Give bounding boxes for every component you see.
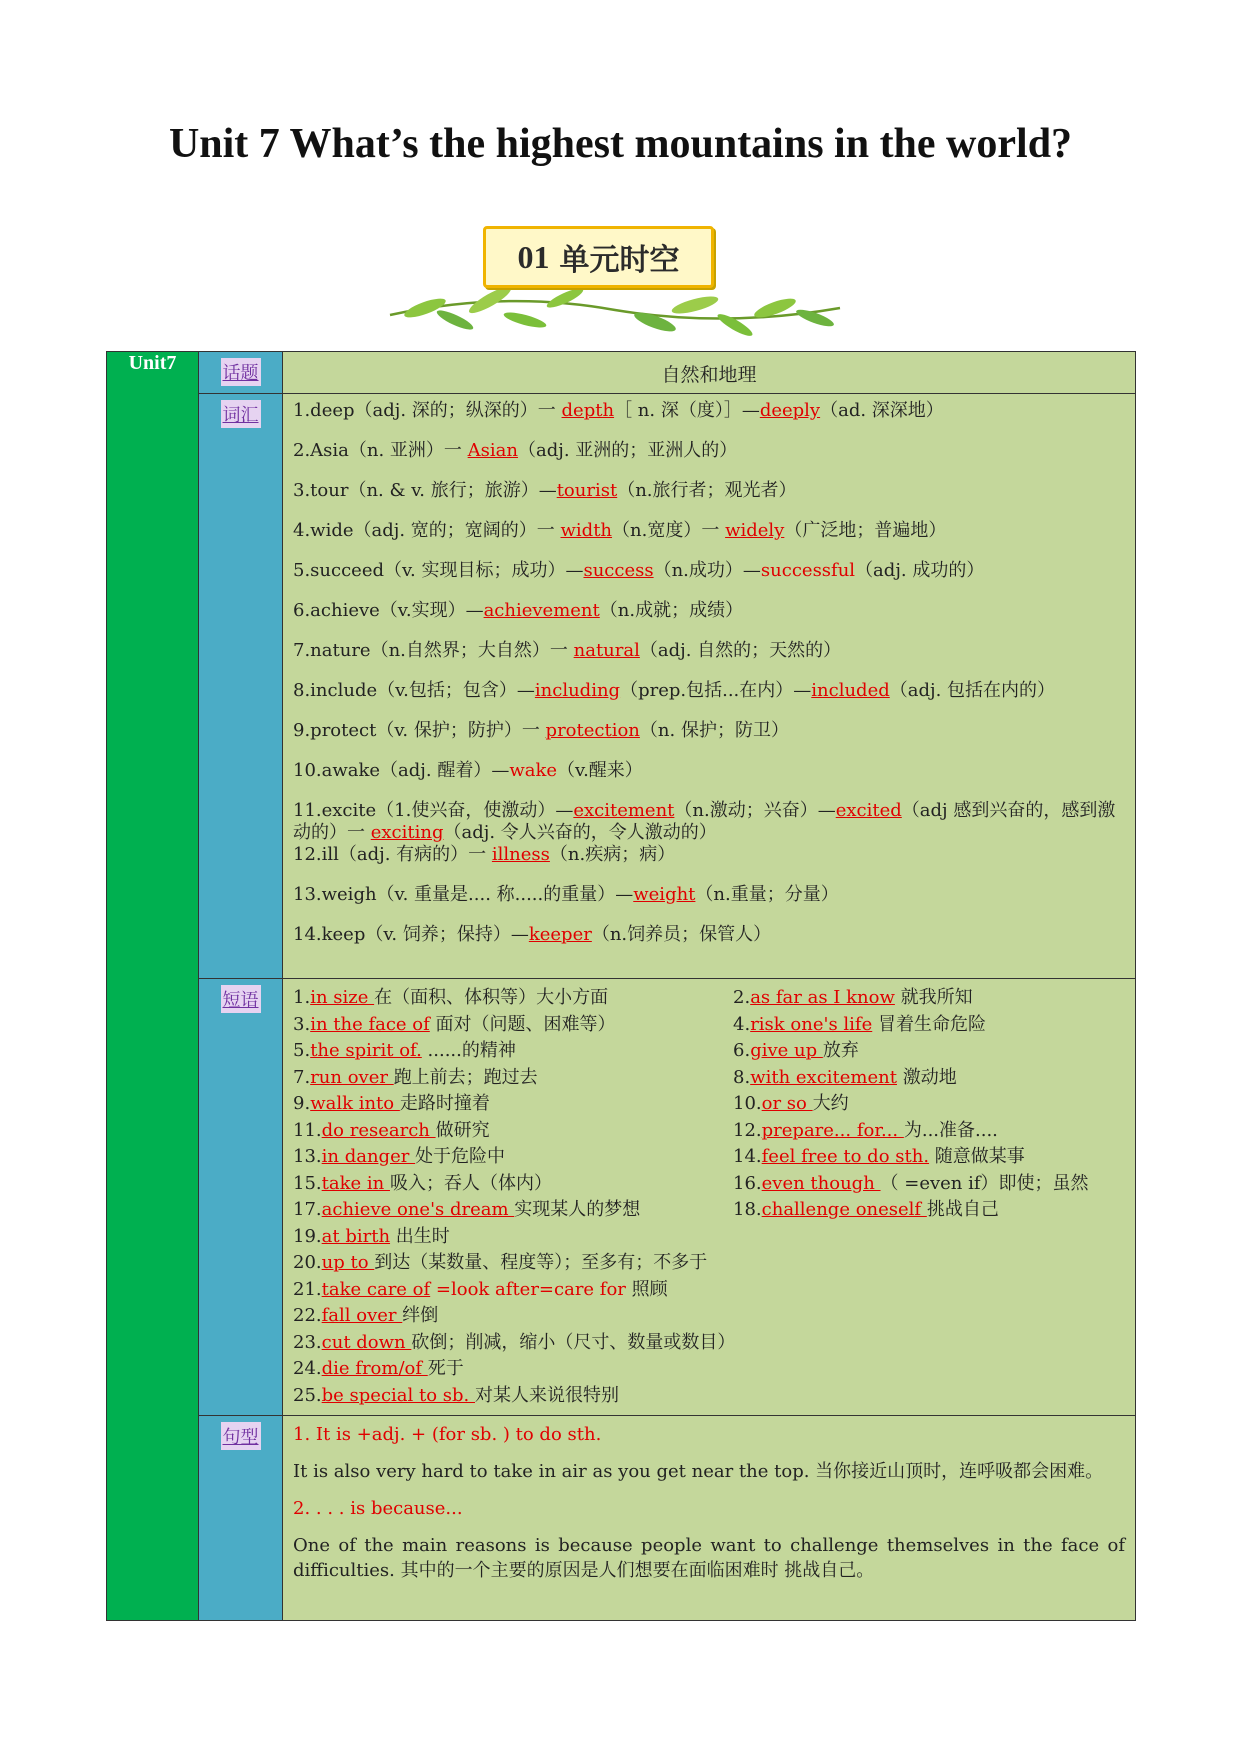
answer-word: die from/of [321, 1358, 428, 1379]
phrase-row [293, 1065, 1125, 1092]
text-segment: 砍倒；削减，缩小（尺寸、数量或数目） [411, 1331, 736, 1353]
phrase-row [293, 1144, 1125, 1171]
text-segment: （n.重量；分量） [695, 884, 839, 905]
answer-word: excitement [573, 800, 675, 821]
section-banner [385, 222, 845, 332]
answer-word: give up [750, 1040, 823, 1061]
vocab-item [293, 924, 1125, 964]
text-segment: 3.tour（n. & v. 旅行；旅游）— [293, 480, 557, 501]
phrase-row [293, 1383, 1125, 1410]
answer-word: in the face of [310, 1013, 430, 1035]
answer-word: Asian [467, 440, 518, 461]
text-segment: （adj. 亚洲的；亚洲人的） [517, 440, 738, 461]
text-segment: 11.excite（1.使兴奋，使激动）— [293, 800, 574, 821]
vocab-item [293, 844, 1125, 884]
answer-word: run over [310, 1066, 394, 1088]
text-segment: 10.awake（adj. 醒着）— [293, 760, 510, 781]
text-segment: （n.旅行者；观光者） [617, 480, 797, 501]
text-segment: 4.wide（adj. 宽的；宽阔的）一 [293, 520, 561, 541]
phrase-row [293, 1171, 1125, 1198]
page-title: Unit 7 What’s the highest mountains in the world? [168, 121, 1073, 167]
text-segment: 24. [293, 1358, 322, 1379]
answer-word: =look after=care for [430, 1278, 626, 1300]
text-segment: ［ n. 深（度）］— [614, 400, 760, 421]
phrases-content [283, 979, 1136, 1416]
text-segment: 挑战自己 [926, 1199, 999, 1220]
text-segment: 14. [733, 1146, 762, 1167]
category-sentences [199, 1416, 283, 1621]
phrase-row [293, 1277, 1125, 1304]
text-segment: 绊倒 [402, 1305, 439, 1326]
answer-word: take care of [321, 1278, 431, 1300]
answer-word: tourist [556, 480, 618, 501]
answer-word: deeply [759, 400, 821, 421]
answer-word: as far as I know [750, 987, 895, 1008]
phrase-item [733, 1171, 1125, 1198]
answer-word: the spirit of. [310, 1040, 422, 1061]
answer-word: walk into [310, 1093, 400, 1114]
answer-word: take in [321, 1172, 390, 1194]
category-phrases [199, 979, 283, 1416]
text-segment: 8.include（v.包括；包含）— [293, 680, 535, 701]
text-segment: （n.成就；成绩） [599, 600, 744, 621]
text-segment: 在（面积、体积等）大小方面 [374, 987, 609, 1008]
phrase-row [293, 1303, 1125, 1330]
text-segment: 出生时 [390, 1225, 450, 1247]
text-segment: 随意做某事 [929, 1146, 1025, 1167]
phrase-item [293, 1330, 736, 1357]
sentence-example-1: It is also very hard to take in air as you get near the top. 当你接近山顶时，连呼吸都会困难。 [293, 1461, 1104, 1482]
vocab-item-text [293, 924, 1125, 946]
vocab-item-text [293, 480, 1125, 502]
text-segment: 走路时撞着 [399, 1093, 490, 1114]
vocab-item-text [293, 760, 1125, 782]
text-segment: 5.succeed（v. 实现目标；成功）— [293, 560, 584, 581]
vocab-item-text [293, 640, 1125, 662]
phrase-item [733, 1065, 1125, 1092]
banner-box [483, 226, 714, 288]
text-segment: 到达（某数量、程度等）；至多有；不多于 [374, 1252, 708, 1273]
answer-word: success [583, 560, 654, 581]
answer-word: exciting [370, 822, 444, 843]
text-segment: 18. [733, 1199, 762, 1220]
text-segment: 放弃 [822, 1040, 859, 1061]
text-segment: 2. [733, 987, 751, 1008]
phrase-row [293, 1224, 1125, 1251]
text-segment: （n.激动；兴奋）— [674, 800, 836, 821]
topic-value: 自然和地理 [661, 364, 757, 386]
vocab-item [293, 884, 1125, 924]
vocab-item-text [293, 680, 1125, 702]
answer-word: depth [561, 400, 615, 421]
vocab-item [293, 760, 1125, 800]
sentences-label: 句型 [221, 1422, 261, 1450]
text-segment: 3. [293, 1013, 311, 1035]
phrase-item [293, 1091, 733, 1118]
text-segment: 9. [293, 1093, 311, 1114]
text-segment: 5. [293, 1040, 311, 1061]
vocab-item-text [293, 520, 1125, 542]
phrase-row [293, 1356, 1125, 1383]
text-segment: （n.宽度）一 [612, 520, 726, 541]
answer-word: challenge oneself [761, 1199, 927, 1220]
text-segment: （n.疾病；病） [549, 844, 676, 865]
phrase-row [293, 1330, 1125, 1357]
phrase-item [733, 1197, 1125, 1224]
text-segment: 4. [733, 1013, 751, 1035]
phrase-item [293, 1171, 733, 1198]
text-segment: 15. [293, 1172, 322, 1194]
text-segment: 对某人来说很特别 [475, 1384, 619, 1406]
banner-number: 01 [517, 238, 550, 275]
text-segment: 11. [293, 1119, 322, 1141]
text-segment: （adj. 令人兴奋的，令人激动的） [443, 822, 717, 843]
answer-word: included [811, 680, 890, 701]
vocab-item [293, 600, 1125, 640]
text-segment: 17. [293, 1199, 322, 1220]
answer-word: width [560, 520, 613, 541]
vocab-item-text [293, 800, 1125, 844]
text-segment: 13. [293, 1146, 322, 1167]
topic-label: 话题 [221, 358, 261, 386]
answer-word: widely [725, 520, 785, 541]
text-segment: 22. [293, 1305, 322, 1326]
unit-label: Unit7 [128, 352, 177, 374]
answer-word: excited [835, 800, 902, 821]
text-segment: 1.deep（adj. 深的；纵深的）一 [293, 400, 562, 421]
answer-word: even though [761, 1172, 881, 1194]
text-segment: 10. [733, 1093, 762, 1114]
text-segment: （adj. 成功的） [855, 560, 985, 581]
vocab-item [293, 520, 1125, 560]
phrase-item [733, 1038, 1125, 1065]
phrase-item [293, 1144, 733, 1171]
vocab-item [293, 560, 1125, 600]
phrase-item [293, 1356, 733, 1383]
vocab-item-text [293, 400, 1125, 422]
text-segment: ......的精神 [421, 1040, 516, 1061]
vocab-item-text [293, 884, 1125, 906]
answer-word: illness [491, 844, 550, 865]
sentence-pattern-1: 1. It is +adj. + (for sb. ) to do sth. [293, 1424, 602, 1445]
text-segment: （n.成功）— [653, 560, 761, 581]
answer-word: in size [310, 987, 375, 1008]
vocab-item [293, 720, 1125, 760]
phrase-item [293, 1383, 733, 1410]
answer-word: in danger [321, 1146, 416, 1167]
answer-word: at birth [321, 1225, 391, 1247]
text-segment: 6.achieve（v.实现）— [293, 600, 484, 621]
answer-word: with excitement [750, 1066, 897, 1088]
text-segment: 吸入；吞人（体内） [389, 1172, 552, 1194]
phrase-item [733, 1144, 1125, 1171]
banner-text: 单元时空 [559, 243, 680, 278]
vocab-content [283, 394, 1136, 979]
answer-word: or so [761, 1093, 813, 1114]
answer-word: up to [321, 1252, 375, 1273]
text-segment: 21. [293, 1278, 322, 1300]
answer-word: achievement [483, 600, 600, 621]
text-segment: （adj. 自然的；天然的） [639, 640, 842, 661]
phrase-row [293, 1118, 1125, 1145]
text-segment: 19. [293, 1225, 322, 1247]
sentence-example-2: One of the main reasons is because people want to challenge themselves in the face of difficulties. 其中的一个主要的原因是人们想要在面临困难时 挑战自己。 [293, 1535, 1125, 1581]
text-segment: 23. [293, 1331, 322, 1353]
answer-word: feel free to do sth. [761, 1146, 930, 1167]
text-segment: 16. [733, 1172, 762, 1194]
phrase-item [733, 1118, 1125, 1145]
text-segment: （ad. 深深地） [820, 400, 944, 421]
text-segment: 7. [293, 1066, 311, 1088]
topic-content [283, 352, 1136, 394]
text-segment: 就我所知 [894, 987, 973, 1008]
phrase-row [293, 1250, 1125, 1277]
phrase-item [293, 1012, 733, 1039]
phrase-row [293, 985, 1125, 1012]
text-segment: 大约 [812, 1093, 849, 1114]
answer-word: do research [321, 1119, 436, 1141]
text-segment: 14.keep（v. 饲养；保持）— [293, 924, 529, 945]
answer-word: keeper [528, 924, 592, 945]
text-segment: 激动地 [896, 1066, 957, 1088]
answer-word: successful [760, 560, 856, 581]
text-segment: 12.ill（adj. 有病的）一 [293, 844, 492, 865]
phrase-item [293, 985, 733, 1012]
text-segment: 跑上前去；跑过去 [393, 1066, 538, 1088]
answer-word: achieve one's dream [321, 1199, 515, 1220]
phrase-item [733, 985, 1125, 1012]
text-segment: 9.protect（v. 保护；防护）一 [293, 720, 546, 741]
text-segment: 实现某人的梦想 [514, 1199, 641, 1220]
text-segment: 7.nature（n.自然界；大自然）一 [293, 640, 574, 661]
text-segment: （v.醒来） [557, 760, 643, 781]
text-segment: （ =even if）即使；虽然 [880, 1172, 1089, 1194]
text-segment: （n.饲养员；保管人） [591, 924, 772, 945]
vocab-item [293, 800, 1125, 844]
vocab-item-text [293, 844, 1125, 866]
vocab-item-text [293, 440, 1125, 462]
text-segment: 做研究 [435, 1119, 490, 1141]
unit-cell [107, 352, 199, 1621]
vocab-item [293, 440, 1125, 480]
phrase-row [293, 1091, 1125, 1118]
phrase-row [293, 1197, 1125, 1224]
phrase-item [733, 1012, 1125, 1039]
answer-word: fall over [321, 1305, 403, 1326]
answer-word: be special to sb. [321, 1384, 475, 1406]
text-segment: 为...准备.... [903, 1119, 998, 1141]
phrase-item [293, 1250, 733, 1277]
phrase-item [293, 1303, 733, 1330]
vocab-item [293, 680, 1125, 720]
text-segment: 2.Asia（n. 亚洲）一 [293, 440, 468, 461]
phrase-row [293, 1038, 1125, 1065]
vocab-item [293, 400, 1125, 440]
text-segment: （adj. 包括在内的） [889, 680, 1056, 701]
text-segment: （广泛地；普遍地） [784, 520, 947, 541]
text-segment: （n. 保护；防卫） [639, 720, 789, 741]
phrase-item [293, 1277, 733, 1304]
answer-word: natural [573, 640, 640, 661]
answer-word: including [534, 680, 621, 701]
answer-word: protection [545, 720, 640, 741]
vocab-item [293, 480, 1125, 520]
vocab-item-text [293, 560, 1125, 582]
answer-word: wake [509, 760, 558, 781]
text-segment: 冒着生命危险 [872, 1013, 986, 1035]
answer-word: cut down [321, 1331, 412, 1353]
text-segment: （adj 感到兴奋的，感到激动的）一 [293, 800, 1116, 843]
category-topic [199, 352, 283, 394]
text-segment: 25. [293, 1384, 322, 1406]
answer-word: risk one's life [750, 1013, 873, 1035]
text-segment: 13.weigh（v. 重量是.... 称.....的重量）— [293, 884, 634, 905]
answer-word: weight [633, 884, 696, 905]
phrase-item [293, 1197, 733, 1224]
phrase-row [293, 1012, 1125, 1039]
text-segment: 20. [293, 1252, 322, 1273]
text-segment: （prep.包括...在内）— [620, 680, 812, 701]
text-segment: 8. [733, 1066, 751, 1088]
category-vocab [199, 394, 283, 979]
text-segment: 12. [733, 1119, 762, 1141]
phrases-label: 短语 [221, 985, 261, 1013]
phrase-item [733, 1091, 1125, 1118]
phrase-item [293, 1065, 733, 1092]
vocab-item [293, 640, 1125, 680]
text-segment: 1. [293, 987, 311, 1008]
text-segment: 死于 [427, 1358, 464, 1379]
unit-table [106, 351, 1136, 1621]
text-segment: 处于危险中 [415, 1146, 506, 1167]
phrase-item [293, 1038, 733, 1065]
phrase-item [293, 1224, 733, 1251]
text-segment: 照顾 [625, 1278, 668, 1300]
phrase-item [293, 1118, 733, 1145]
sentences-content [283, 1416, 1136, 1621]
text-segment: 6. [733, 1040, 751, 1061]
vocab-item-text [293, 600, 1125, 622]
sentence-pattern-2: 2. . . . is because... [293, 1498, 463, 1519]
answer-word: prepare... for... [761, 1119, 904, 1141]
vocab-label: 词汇 [221, 400, 261, 428]
text-segment: 面对（问题、困难等） [429, 1013, 616, 1035]
vocab-item-text [293, 720, 1125, 742]
